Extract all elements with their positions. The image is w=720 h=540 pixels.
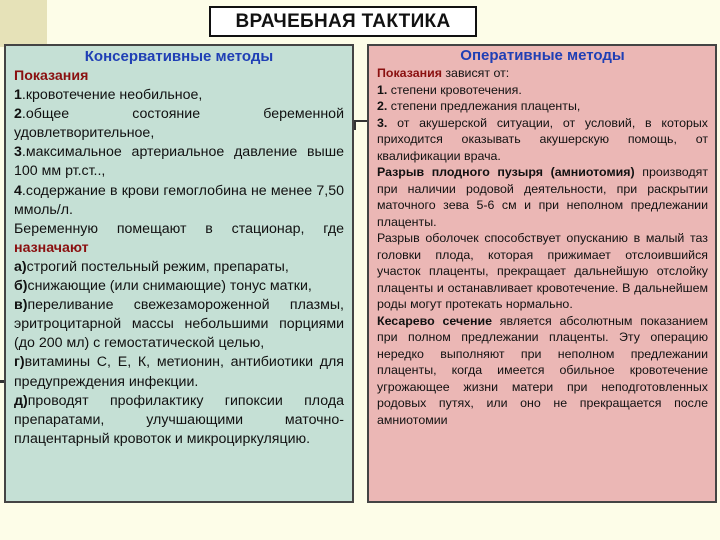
rupture-paragraph: Разрыв оболочек способствует опусканию в малый таз головки плода, которая прижимает отслоившийся участок плаценты, прекращает дальнейшую отслойку плаценты и останавливает кровотечение. В дальнейшем роды могут протекать нормально.	[377, 231, 708, 311]
indication-item	[14, 143, 344, 181]
indications-text: зависят от:	[441, 66, 510, 80]
item-text: от акушерской ситуации, от условий, в которых приходится оказывать акушерскую помощь, от квалификации врача.	[377, 115, 708, 163]
measure-letter: а)	[14, 258, 27, 275]
measure-text: переливание свежезамороженной плазмы, эритроцитарной массы небольшими порциями (до 200 мл) с гемостатической целью,	[14, 297, 344, 352]
amniotomy-heading: Разрыв плодного пузыря (амниотомия)	[377, 165, 635, 179]
cesarean-text: является абсолютным показанием при полном предлежании плаценты. Эту операцию нередко выполняют при неполном предлежании плаценты, когда имеется обильное кровотечение угрожающее жизни матери при неподготовленных родовых путях, или оно не прекращается после амниотомии	[377, 313, 708, 427]
measure-letter: д)	[14, 392, 28, 409]
cesarean-paragraph	[377, 313, 708, 429]
measure-item	[14, 277, 344, 296]
item-number: 2	[14, 106, 22, 123]
indication-item	[14, 86, 344, 105]
item-text: степени кровотечения.	[387, 82, 522, 97]
item-text: .максимальное артериальное давление выше 100 мм рт.ст..,	[14, 144, 344, 180]
cesarean-heading: Кесарево сечение	[377, 313, 493, 328]
item-number: 3.	[377, 115, 388, 130]
indication-item	[14, 182, 344, 220]
operative-methods-panel	[367, 44, 717, 503]
indications-heading: Показания	[14, 68, 89, 84]
measure-text: снижающие (или снимающие) тонус матки,	[27, 278, 312, 295]
measure-item	[14, 296, 344, 353]
measure-text: витамины С, Е, К, метионин, антибиотики для предупреждения инфекции.	[14, 354, 344, 390]
measure-text: проводят профилактику гипоксии плода препаратами, улучшающими маточно-плацентарный кровоток и микроциркуляцию.	[14, 392, 344, 447]
operative-methods-header: Оперативные методы	[460, 47, 625, 64]
item-number: 1.	[377, 82, 388, 97]
corner-decoration	[0, 0, 47, 47]
indications-heading: Показания	[377, 66, 442, 80]
indications-line	[377, 65, 708, 82]
amniotomy-paragraph	[377, 164, 708, 230]
measure-letter: в)	[14, 297, 28, 314]
measure-item	[14, 392, 344, 449]
slide-title: ВРАЧЕБНАЯ ТАКТИКА	[209, 6, 477, 37]
item-text: степени предлежания плаценты,	[387, 99, 581, 113]
measure-letter: г)	[14, 354, 25, 371]
measure-item	[14, 353, 344, 391]
measure-letter: б)	[14, 278, 28, 295]
item-text: .кровотечение необильное,	[21, 87, 203, 104]
indication-item	[377, 82, 708, 99]
connector-tick	[354, 120, 356, 130]
item-number: 4	[14, 182, 22, 199]
amniotomy-text: производят при наличии родовой деятельности, при раскрытии маточного зева 5-6 см и при неполном предлежании плаценты.	[377, 165, 709, 229]
item-number: 1	[14, 87, 22, 104]
conservative-methods-header: Консервативные методы	[84, 48, 274, 65]
item-number: 3	[14, 144, 22, 161]
item-number: 2.	[377, 99, 388, 113]
item-text: .содержание в крови гемоглобина не менее 7,50 ммоль/л.	[14, 182, 344, 218]
conservative-methods-panel	[4, 44, 354, 503]
measure-item	[14, 258, 344, 277]
placement-text: Беременную помещают в стационар, где	[14, 220, 344, 237]
item-text: .общее состояние беременной удовлетворительное,	[14, 106, 344, 142]
prescribe-heading: назначают	[14, 239, 89, 256]
indication-item	[377, 115, 708, 165]
indication-item	[14, 105, 344, 143]
measure-text: строгий постельный режим, препараты,	[26, 258, 289, 275]
indication-item	[377, 98, 708, 115]
